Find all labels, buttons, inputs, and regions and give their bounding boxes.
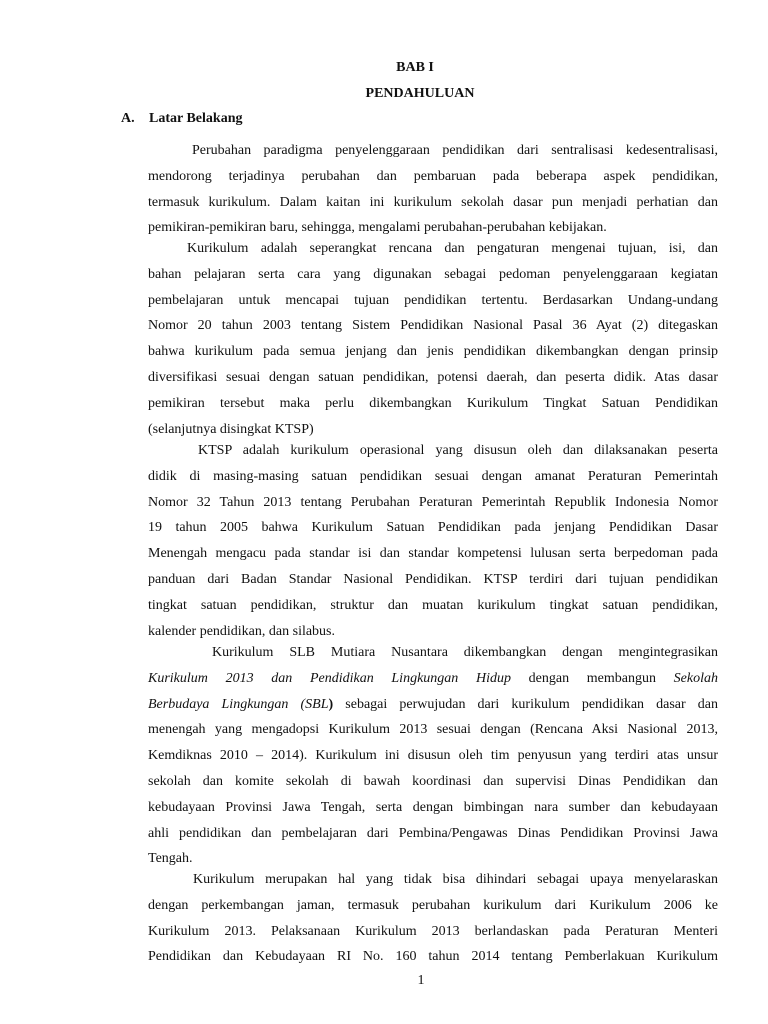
- paragraph-line: Tengah.: [148, 851, 193, 867]
- paragraph-line: didik di masing-masing satuan pendidikan sesuai dengan amanat Peraturan Pemerintah: [148, 468, 718, 484]
- paragraph-line: Kurikulum SLB Mutiara Nusantara dikembangkan dengan mengintegrasikan: [212, 645, 718, 660]
- paragraph-line: bahan pelajaran serta cara yang digunakan sebagai pedoman penyelenggaraan kegiatan: [148, 266, 718, 282]
- paragraph-line: panduan dari Badan Standar Nasional Pendidikan. KTSP terdiri dari tujuan pendidikan: [148, 571, 718, 587]
- paragraph-4: [148, 640, 718, 872]
- paragraph-line: diversifikasi sesuai dengan satuan pendidikan, potensi daerah, dan peserta didik. Atas dasar: [148, 369, 718, 385]
- paragraph-line: menengah yang mengadopsi Kurikulum 2013 sesuai dengan (Rencana Aksi Nasional 2013,: [148, 722, 718, 738]
- paragraph-line: Nomor 32 Tahun 2013 tentang Perubahan Peraturan Pemerintah Republik Indonesia Nomor: [148, 494, 718, 510]
- chapter-title: PENDAHULUAN: [365, 86, 475, 101]
- paragraph-line: pemikiran-pemikiran baru, sehingga, mengalami perubahan-perubahan kebijakan.: [148, 220, 607, 236]
- paragraph-line: pemikiran tersebut maka perlu dikembangkan Kurikulum Tingkat Satuan Pendidikan: [148, 395, 718, 411]
- page-number: 1: [417, 973, 425, 988]
- paragraph-line: 19 tahun 2005 bahwa Kurikulum Satuan Pendidikan pada jenjang Pendidikan Dasar: [148, 520, 718, 536]
- paragraph-line: KTSP adalah kurikulum operasional yang disusun oleh dan dilaksanakan peserta: [198, 443, 718, 458]
- paragraph-line-mixed: [148, 692, 718, 718]
- italic-text: Kurikulum 2013 dan Pendidikan Lingkungan Hidup: [148, 670, 511, 686]
- section-title: Latar Belakang: [149, 111, 243, 126]
- italic-text: Sekolah: [673, 670, 718, 686]
- paragraph-3: [148, 438, 718, 644]
- paragraph-line: Pendidikan dan Kebudayaan RI No. 160 tahun 2014 tentang Pemberlakuan Kurikulum: [148, 949, 718, 965]
- paragraph-line: Kemdiknas 2010 – 2014). Kurikulum ini disusun oleh tim penyusun yang terdiri atas unsur: [148, 748, 718, 764]
- paragraph-line: sekolah dan komite sekolah di bawah koordinasi dan supervisi Dinas Pendidikan dan: [148, 773, 718, 789]
- paragraph-line: ahli pendidikan dan pembelajaran dari Pembina/Pengawas Dinas Pendidikan Provinsi Jawa: [148, 825, 718, 841]
- paragraph-line: Kurikulum adalah seperangkat rencana dan pengaturan mengenai tujuan, isi, dan: [187, 241, 718, 256]
- paragraph-line: bahwa kurikulum pada semua jenjang dan jenis pendidikan dikembangkan dengan prinsip: [148, 344, 718, 360]
- paragraph-line: (selanjutnya disingkat KTSP): [148, 421, 314, 437]
- paragraph-line: kebudayaan Provinsi Jawa Tengah, serta dengan bimbingan nara sumber dan kebudayaan: [148, 799, 718, 815]
- paragraph-line: Perubahan paradigma penyelenggaraan pendidikan dari sentralisasi kedesentralisasi,: [192, 143, 718, 158]
- paragraph-line: pembelajaran untuk mencapai tujuan pendidikan tertentu. Berdasarkan Undang-undang: [148, 292, 718, 308]
- bold-paren: ): [328, 696, 334, 712]
- paragraph-line-mixed: [148, 666, 718, 692]
- paragraph-line: dengan perkembangan jaman, termasuk perubahan kurikulum dari Kurikulum 2006 ke: [148, 897, 718, 913]
- section-letter: A.: [121, 111, 135, 126]
- section-heading: [121, 110, 242, 128]
- paragraph-line: kalender pendidikan, dan silabus.: [148, 623, 336, 639]
- paragraph-line: Menengah mengacu pada standar isi dan standar kompetensi lulusan serta berpedoman pada: [148, 546, 718, 562]
- paragraph-line: tingkat satuan pendidikan, struktur dan muatan kurikulum tingkat satuan pendidikan,: [148, 597, 718, 613]
- plain-text: dengan membangun: [510, 670, 674, 686]
- paragraph-line: Kurikulum merupakan hal yang tidak bisa dihindari sebagai upaya menyelaraskan: [193, 872, 718, 887]
- paragraph-line: Nomor 20 tahun 2003 tentang Sistem Pendidikan Nasional Pasal 36 Ayat (2) ditegaskan: [148, 318, 718, 334]
- paragraph-1: [148, 138, 718, 241]
- paragraph-line: termasuk kurikulum. Dalam kaitan ini kurikulum sekolah dasar pun menjadi perhatian dan: [148, 194, 718, 210]
- paragraph-2: [148, 236, 718, 442]
- plain-text: sebagai perwujudan dari kurikulum pendidikan dasar dan: [333, 696, 718, 712]
- paragraph-line: Kurikulum 2013. Pelaksanaan Kurikulum 2013 berlandaskan pada Peraturan Menteri: [148, 923, 718, 939]
- italic-text: Berbudaya Lingkungan (SBL: [148, 696, 329, 712]
- paragraph-line: mendorong terjadinya perubahan dan pembaruan pada beberapa aspek pendidikan,: [148, 168, 718, 184]
- chapter-number: BAB I: [396, 60, 434, 75]
- paragraph-5: [148, 867, 718, 970]
